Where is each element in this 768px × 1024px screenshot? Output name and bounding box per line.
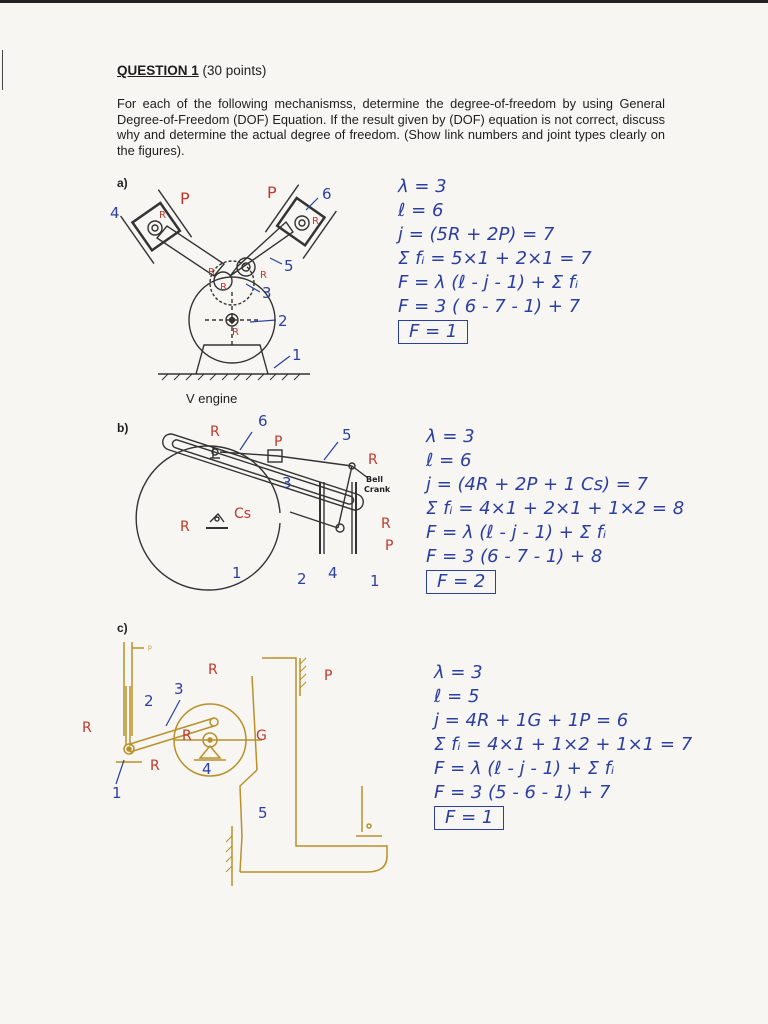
mark-r-top: R	[208, 662, 218, 678]
work-line: Σ fᵢ = 4×1 + 1×2 + 1×1 = 7	[434, 734, 693, 755]
mark-g: G	[256, 728, 267, 744]
question-title	[117, 63, 266, 78]
mark-p-left: P	[180, 189, 190, 208]
bell-crank-label-2: Crank	[364, 485, 391, 494]
mark-r-bell: R	[368, 452, 378, 468]
part-a-label: a)	[117, 176, 128, 190]
fig-small-p: p	[148, 644, 152, 651]
mark-r-crank-center: R	[220, 282, 227, 293]
page-top-border	[0, 0, 768, 3]
mark-r-pivot: R	[381, 516, 391, 532]
link-label-2: 2	[144, 692, 154, 710]
mark-r-top: R	[210, 424, 220, 440]
mark-r-crank-left: R	[208, 267, 215, 278]
work-line: F = 3 ( 6 - 7 - 1) + 7	[398, 296, 581, 317]
part-c-label: c)	[117, 621, 128, 635]
answer-box: F = 1	[398, 320, 468, 344]
link-label-3: 3	[262, 284, 272, 302]
mark-r-center: R	[182, 728, 192, 744]
mark-r-disc: R	[180, 519, 190, 535]
link-label-6: 6	[322, 185, 332, 203]
work-line: F = 3 (6 - 7 - 1) + 8	[426, 546, 603, 567]
work-line: F = λ (ℓ - j - 1) + Σ fᵢ	[426, 522, 607, 543]
work-line: λ = 3	[426, 426, 475, 447]
mark-p: P	[324, 668, 333, 684]
mark-r-bottom: R	[150, 758, 160, 774]
answer-box: F = 1	[434, 806, 504, 830]
mark-p-guide: P	[385, 538, 394, 554]
mark-cs: Cs	[234, 506, 252, 522]
link-label-4: 4	[110, 204, 120, 222]
link-label-5: 5	[342, 426, 352, 444]
question-text: For each of the following mechanismss, determine the degree-of-freedom by using General Degree-of-Freedom (DOF) Equation. If the result given by (DOF) equation is not correct, discuss why and determine the actual degree of freedom. (Show link numbers and joint types clearly on the figures).	[117, 96, 665, 158]
work-line: F = 3 (5 - 6 - 1) + 7	[434, 782, 611, 803]
work-line: F = λ (ℓ - j - 1) + Σ fᵢ	[398, 272, 579, 293]
mark-p-right: P	[267, 183, 277, 202]
question-label: QUESTION 1	[117, 63, 199, 78]
link-label-5: 5	[284, 257, 294, 275]
part-c-work	[434, 662, 692, 830]
link-label-2: 2	[297, 570, 307, 588]
link-label-1b: 1	[370, 572, 380, 590]
bell-crank-figure	[130, 412, 410, 613]
work-line: j = 4R + 1G + 1P = 6	[434, 710, 629, 731]
answer-box: F = 2	[426, 570, 496, 594]
work-line: ℓ = 5	[434, 686, 480, 707]
bell-crank-label-1: Bell	[366, 475, 384, 484]
link-label-3: 3	[174, 680, 184, 698]
work-line: ℓ = 6	[398, 200, 444, 221]
link-label-4: 4	[328, 564, 338, 582]
mark-r-crank-right: R	[260, 270, 267, 281]
work-line: F = λ (ℓ - j - 1) + Σ fᵢ	[434, 758, 615, 779]
mechanism-c-figure	[82, 636, 402, 886]
question-points: (30 points)	[202, 63, 267, 78]
link-label-4: 4	[202, 760, 212, 778]
part-b-work	[426, 426, 684, 594]
link-label-1: 1	[292, 346, 302, 364]
work-line: λ = 3	[398, 176, 447, 197]
work-line: ℓ = 6	[426, 450, 472, 471]
v-engine-caption: V engine	[186, 391, 238, 406]
mark-r-left: R	[82, 720, 92, 736]
scan-margin-mark	[2, 50, 3, 90]
mark-r-right-piston: R	[312, 216, 319, 227]
link-label-2: 2	[278, 312, 288, 330]
mark-r-left-piston: R	[159, 210, 166, 221]
mark-r-main: R	[232, 327, 239, 338]
link-label-1a: 1	[232, 564, 242, 582]
part-b-label: b)	[117, 421, 129, 435]
link-label-1: 1	[112, 784, 122, 802]
work-line: Σ fᵢ = 5×1 + 2×1 = 7	[398, 248, 592, 269]
link-label-5: 5	[258, 804, 268, 822]
work-line: j = (4R + 2P + 1 Cs) = 7	[426, 474, 648, 495]
work-line: j = (5R + 2P) = 7	[398, 224, 555, 245]
work-line: λ = 3	[434, 662, 483, 683]
v-engine-figure	[110, 180, 350, 380]
mark-p-top: P	[274, 434, 283, 450]
part-a-work	[398, 176, 592, 344]
link-label-3: 3	[282, 474, 292, 492]
work-line: Σ fᵢ = 4×1 + 2×1 + 1×2 = 8	[426, 498, 685, 519]
link-label-6: 6	[258, 412, 268, 430]
